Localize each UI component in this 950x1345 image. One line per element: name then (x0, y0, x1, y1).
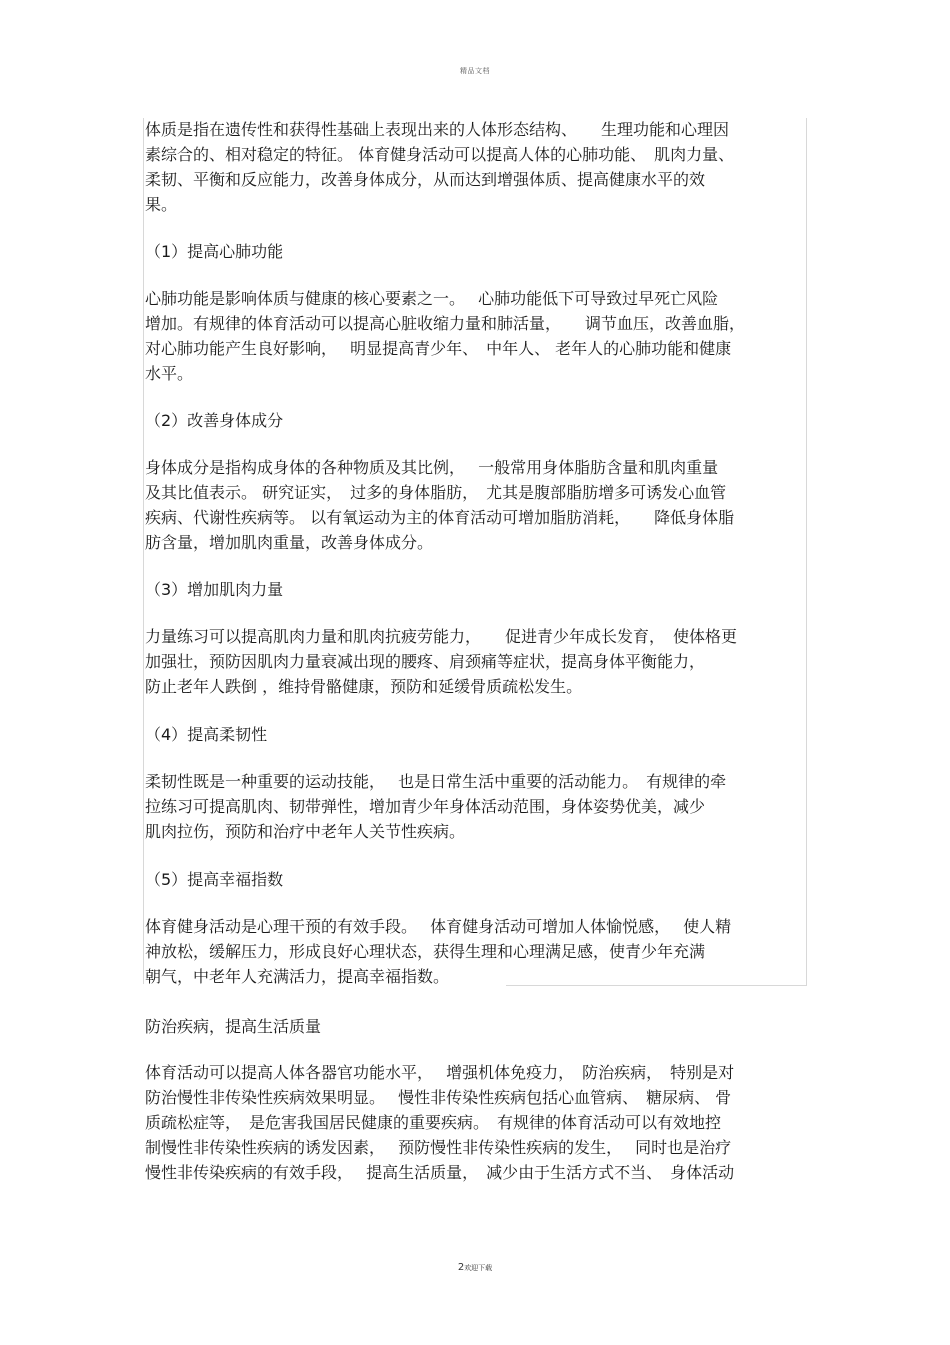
paragraph-line: 肪含量，增加肌肉重量，改善身体成分。 (145, 533, 434, 552)
paragraph-line: 朝气，中老年人充满活力，提高幸福指数。 (145, 967, 450, 986)
paragraph-line: 体育活动可以提高人体各器官功能水平， 增强机体免疫力， 防治疾病， 特别是对 (145, 1063, 735, 1082)
paragraph-line: 体育健身活动是心理干预的有效手段。 体育健身活动可增加人体愉悦感， 使人精 (145, 917, 732, 936)
paragraph-line: 及其比值表示。 研究证实， 过多的身体脂肪， 尤其是腹部脂肪增多可诱发心血管 (145, 483, 727, 502)
paragraph-line: 素综合的、相对稳定的特征。 体育健身活动可以提高人体的心肺功能、 肌肉力量、 (145, 145, 735, 164)
paragraph-line: 拉练习可提高肌肉、韧带弹性，增加青少年身体活动范围，身体姿势优美，减少 (145, 797, 706, 816)
paragraph-line: 水平。 (145, 364, 194, 383)
paragraph-line: 质疏松症等， 是危害我国居民健康的重要疾病。 有规律的体育活动可以有效地控 (145, 1113, 722, 1132)
section-paragraph-flexibility (145, 769, 807, 844)
section-heading-cardiopulmonary: （1）提高心肺功能 (145, 242, 284, 261)
paragraph-line: 疾病、代谢性疾病等。 以有氧运动为主的体育活动可增加脂肪消耗， 降低身体脂 (145, 508, 735, 527)
paragraph-line: 对心肺功能产生良好影响， 明显提高青少年、 中年人、 老年人的心肺功能和健康 (145, 339, 732, 358)
paragraph-line: 柔韧性既是一种重要的运动技能， 也是日常生活中重要的活动能力。 有规律的牵 (145, 772, 727, 791)
intro-paragraph (145, 117, 807, 217)
paragraph-line: 加强壮，预防因肌肉力量衰减出现的腰疼、肩颈痛等症状，提高身体平衡能力， (145, 652, 706, 671)
page-header: 精品文档 (460, 67, 490, 75)
paragraph-line: 肌肉拉伤，预防和治疗中老年人关节性疾病。 (145, 822, 466, 841)
paragraph-line: 防治慢性非传染性疾病效果明显。 慢性非传染性疾病包括心血管病、 糖尿病、 骨 (145, 1088, 732, 1107)
section-paragraph-happiness (145, 914, 807, 989)
section-heading-flexibility: （4）提高柔韧性 (145, 725, 268, 744)
paragraph-line: 力量练习可以提高肌肉力量和肌肉抗疲劳能力， 促进青少年成长发育， 使体格更 (145, 627, 738, 646)
paragraph-line: 果。 (145, 195, 178, 214)
paragraph-line: 慢性非传染疾病的有效手段， 提高生活质量， 减少由于生活方式不当、 身体活动 (145, 1163, 735, 1182)
paragraph-line: 防止老年人跌倒 ，维持骨骼健康，预防和延缓骨质疏松发生。 (145, 677, 583, 696)
section-paragraph-cardiopulmonary (145, 286, 807, 386)
paragraph-line: 制慢性非传染性疾病的诱发因素， 预防慢性非传染性疾病的发生， 同时也是治疗 (145, 1138, 732, 1157)
paragraph-line: 柔韧、平衡和反应能力，改善身体成分，从而达到增强体质、提高健康水平的效 (145, 170, 706, 189)
paragraph-line: 体质是指在遗传性和获得性基础上表现出来的人体形态结构、 生理功能和心理因 (145, 120, 730, 139)
footer-text: 欢迎下载 (464, 1264, 493, 1272)
section-heading-body-composition: （2）改善身体成分 (145, 411, 284, 430)
paragraph-line: 增加。有规律的体育活动可以提高心脏收缩力量和肺活量， 调节血压，改善血脂， (145, 314, 746, 333)
section-heading-happiness: （5）提高幸福指数 (145, 870, 284, 889)
paragraph-line: 心肺功能是影响体质与健康的核心要素之一。 心肺功能低下可导致过早死亡风险 (145, 289, 719, 308)
section-heading-disease-prevention: 防治疾病，提高生活质量 (145, 1017, 322, 1036)
frame-left-border (143, 118, 144, 984)
section-heading-muscle-strength: （3）增加肌肉力量 (145, 580, 284, 599)
paragraph-line: 神放松，缓解压力，形成良好心理状态，获得生理和心理满足感，使青少年充满 (145, 942, 706, 961)
section-paragraph-muscle-strength (145, 624, 807, 699)
section-paragraph-body-composition (145, 455, 807, 555)
section-paragraph-disease-prevention (145, 1060, 807, 1185)
page-number: 2 (457, 1262, 465, 1273)
page-footer (0, 1262, 950, 1273)
paragraph-line: 身体成分是指构成身体的各种物质及其比例， 一般常用身体脂肪含量和肌肉重量 (145, 458, 719, 477)
